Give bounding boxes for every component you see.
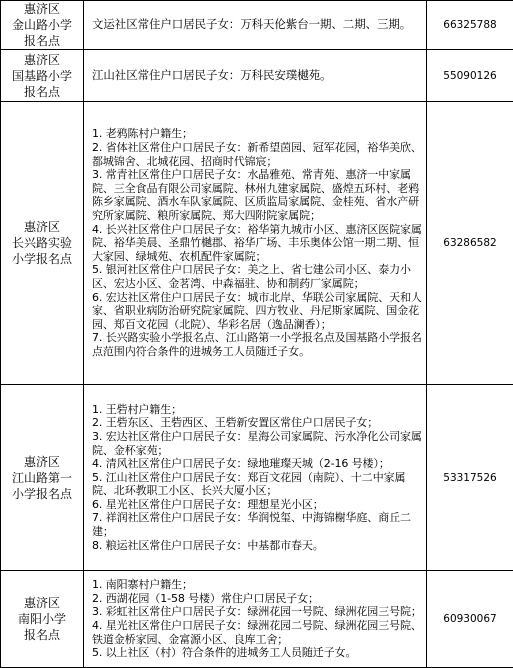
area-item: 2. 西湖花园（1-58 号楼）常住户口居民子女； (92, 592, 422, 606)
area-item: 7. 长兴路实验小学报名点、江山路第一小学报名点及国基路小学报名点范围内符合条件的进城务工人员随迁子女。 (92, 331, 422, 358)
area-cell (84, 385, 427, 571)
phone-cell: 53317526 (427, 385, 513, 571)
school-cell: 惠济区 南阳小学 报名点 (1, 571, 84, 668)
area-item: 3. 常青社区常住户口居民子女：水晶雅苑、常青苑、惠济一中家属院、三全食品有限公司家属院、林州九建家属院、盛煌五环村、老鸦陈乡家属院、酒水车队家属院、区质监局家属院、金桂苑、省水产研究所家属院、粮所家属院、郑大四附院家属院； (92, 168, 422, 222)
area-item: 6. 宏达社区常住户口居民子女：城市北岸、华联公司家属院、天和人家、省职业病防治研究院家属院、四方牧业、丹尼斯家属院、国金花园、郑百文花园（北院）、华彩名居（逸品澜香）； (92, 291, 422, 332)
area-item: 2. 省体社区常住户口居民子女：新希望茵园、冠军花园，裕华美欣、都城锦舍、北城花园、招商时代锦宸； (92, 141, 422, 168)
phone-cell: 55090126 (427, 50, 513, 102)
table-row (1, 50, 513, 102)
area-cell (84, 50, 427, 102)
area-item: 5. 江山社区常住户口居民子女：郑百文花园（南院）、十二中家属院、北环教职工小区、长兴大厦小区； (92, 471, 422, 498)
area-cell (84, 571, 427, 668)
table-row (1, 1, 513, 50)
phone-cell: 63286582 (427, 102, 513, 385)
area-cell (84, 1, 427, 50)
area-item: 江山社区常住户口居民子女：万科民安璞樾苑。 (92, 69, 422, 83)
school-cell: 惠济区 江山路第一 小学报名点 (1, 385, 84, 571)
area-item: 3. 彩虹社区常住户口居民子女：绿洲花园一号院、绿洲花园三号院； (92, 605, 422, 619)
area-item: 6. 星光社区常住户口居民子女：理想星光小区； (92, 498, 422, 512)
table-row (1, 385, 513, 571)
area-item: 8. 粮运社区常住户口居民子女：中基都市春天。 (92, 539, 422, 553)
area-item: 5. 以上社区（村）符合条件的进城务工人员随迁子女。 (92, 646, 422, 660)
area-item: 4. 长兴社区常住户口居民子女：裕华第九城市小区、惠济区医院家属院、裕华美晨、圣鼎竹樾郡、裕华广场、丰乐奥体公馆一期二期、恒大家园、绿城苑、农机配件家属院； (92, 223, 422, 264)
area-item: 1. 王砦村户籍生； (92, 403, 422, 417)
area-item: 4. 星光社区常住户口居民子女：绿洲花园二号院、绿洲花园三号院、铁道金桥家园、金富源小区、良库工舍； (92, 619, 422, 646)
phone-cell: 60930067 (427, 571, 513, 668)
school-cell: 惠济区 金山路小学 报名点 (1, 1, 84, 50)
area-item: 文运社区常住户口居民子女：万科天伦紫台一期、二期、三期。 (92, 18, 422, 32)
school-cell: 惠济区 国基路小学 报名点 (1, 50, 84, 102)
school-cell: 惠济区 长兴路实验 小学报名点 (1, 102, 84, 385)
area-cell (84, 102, 427, 385)
phone-cell: 66325788 (427, 1, 513, 50)
area-item: 1. 南阳寨村户籍生； (92, 578, 422, 592)
area-item: 7. 祥润社区常住户口居民子女：华润悦玺、中海锦榭华庭、商丘二建； (92, 511, 422, 538)
table-row (1, 102, 513, 385)
area-item: 4. 清风社区常住户口居民子女：绿地璀璨天城（2-16 号楼）； (92, 457, 422, 471)
table-row (1, 571, 513, 668)
area-item: 5. 银河社区常住户口居民子女：美之上、省七建公司小区、泰力小区、宏达小区、金茗湾、中森福驻、协和制药厂家属院； (92, 263, 422, 290)
area-item: 3. 宏达社区常住户口居民子女：星海公司家属院、污水净化公司家属院、金杯家苑； (92, 430, 422, 457)
area-item: 1. 老鸦陈村户籍生； (92, 127, 422, 141)
area-item: 2. 王砦东区、王砦西区、王砦新安置区常住户口居民子女； (92, 416, 422, 430)
